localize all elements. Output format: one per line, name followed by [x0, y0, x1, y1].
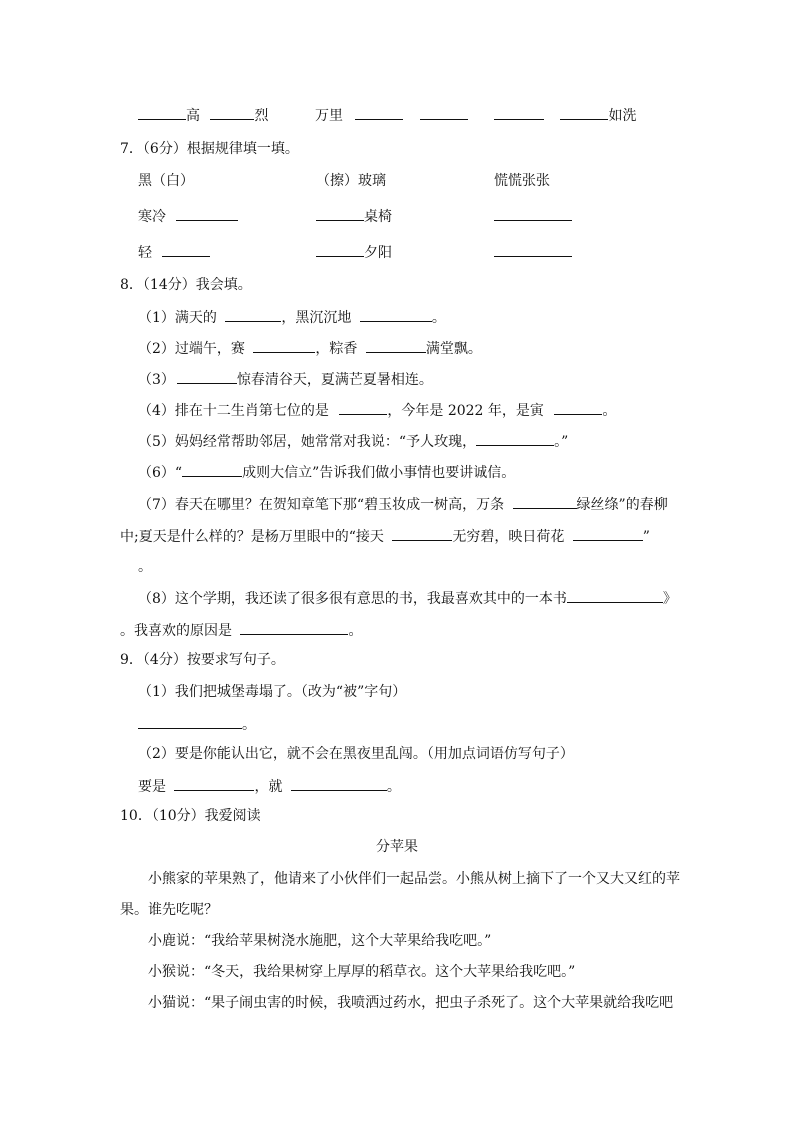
- q8-line: [120, 526, 650, 546]
- answer-blank[interactable]: [138, 105, 186, 120]
- q10-header: 10．（10分）我爱阅读: [120, 808, 261, 824]
- q7-item: [316, 242, 392, 262]
- text: 满堂飘。: [425, 341, 482, 357]
- q9-header: 9．（4分）按要求写句子。: [120, 652, 285, 668]
- answer-blank[interactable]: [573, 526, 643, 541]
- answer-blank[interactable]: [360, 307, 432, 322]
- passage-line: 小熊家的苹果熟了，他请来了小伙伴们一起品尝。小熊从树上摘下了一个又大又红的苹: [148, 871, 680, 887]
- q8-line: [138, 462, 515, 482]
- answer-blank[interactable]: [240, 620, 348, 635]
- word: 高: [186, 108, 200, 124]
- q8-line: 。: [138, 559, 152, 575]
- q8-line: [120, 620, 362, 640]
- word: 夕阳: [364, 245, 392, 261]
- q7-item: 黑（白）: [138, 173, 194, 189]
- passage-line: 小鹿说：“我给苹果树浇水施肥，这个大苹果给我吃吧。”: [148, 933, 492, 949]
- q7-item: [138, 242, 210, 262]
- passage-line: 小猫说：“果子闹虫害的时候，我喷洒过药水，把虫子杀死了。这个大苹果就给我吃吧: [148, 995, 674, 1011]
- text: ，今年是 2022 年，是寅: [387, 403, 544, 419]
- q8-line: [138, 588, 677, 608]
- q8-line: [138, 338, 482, 358]
- word: 万里: [315, 108, 343, 124]
- text: （3）: [138, 372, 175, 388]
- q7-item: （擦）玻璃: [316, 173, 386, 189]
- word: 轻: [138, 245, 152, 261]
- answer-blank[interactable]: [554, 400, 602, 415]
- q8-line: [138, 369, 433, 389]
- passage-line: 果。谁先吃呢？: [120, 902, 218, 918]
- answer-blank[interactable]: [494, 206, 572, 221]
- q9-line: [138, 714, 256, 734]
- q7-header: 7．（6分）根据规律填一填。: [120, 141, 299, 157]
- answer-blank[interactable]: [291, 776, 387, 791]
- text: （6）“: [138, 465, 183, 481]
- answer-blank[interactable]: [210, 105, 254, 120]
- passage-title: 分苹果: [376, 839, 418, 855]
- text: 绿丝绦”的春柳: [576, 497, 668, 513]
- text: ，就: [254, 779, 283, 795]
- answer-blank[interactable]: [513, 494, 577, 509]
- text: 。: [242, 717, 256, 733]
- q9-line: [138, 776, 401, 796]
- answer-blank[interactable]: [420, 105, 468, 120]
- text: 》: [662, 591, 677, 607]
- text: 要是: [138, 779, 166, 795]
- text: （2）过端午，赛: [138, 341, 245, 357]
- text: （8）这个学期，我还读了很多很有意思的书，我最喜欢其中的一本书: [138, 591, 567, 607]
- answer-blank[interactable]: [355, 105, 403, 120]
- text: 。: [386, 779, 401, 795]
- q6-row-c: [494, 105, 636, 125]
- text: 。我喜欢的原因是: [120, 623, 232, 639]
- q7-item: 慌慌张张: [494, 173, 550, 189]
- answer-blank[interactable]: [392, 526, 452, 541]
- answer-blank[interactable]: [316, 242, 364, 257]
- text: ，粽香: [315, 341, 358, 357]
- q7-item: [138, 206, 238, 226]
- answer-blank[interactable]: [253, 338, 315, 353]
- q8-line: [138, 307, 446, 327]
- text: 。”: [554, 434, 569, 450]
- text: ，黑沉沉地: [281, 310, 352, 326]
- word: 桌椅: [364, 209, 392, 225]
- text: 成则大信立”告诉我们做小事情也要讲诚信。: [242, 465, 516, 481]
- q8-header: 8．（14分）我会填。: [120, 277, 252, 293]
- word: 如洗: [608, 108, 637, 124]
- q8-line: [138, 494, 668, 514]
- text: 惊春清谷天，夏满芒夏暑相连。: [236, 372, 433, 388]
- text: 中;夏天是什么样的？是杨万里眼中的“接天: [120, 529, 384, 545]
- answer-blank[interactable]: [366, 338, 426, 353]
- answer-blank[interactable]: [177, 369, 237, 384]
- q7-item: [494, 242, 572, 262]
- q9-line: （1）我们把城堡毒塌了。（改为“被”字句）: [138, 684, 407, 700]
- q8-line: [138, 431, 568, 451]
- text: （5）妈妈经常帮助邻居，她常常对我说：“予人玫瑰，: [138, 434, 477, 450]
- answer-blank[interactable]: [316, 206, 364, 221]
- q7-item: [316, 206, 392, 226]
- q6-row: [138, 105, 268, 125]
- answer-blank[interactable]: [182, 462, 242, 477]
- answer-blank[interactable]: [138, 714, 242, 729]
- word: 寒冷: [138, 209, 166, 225]
- answer-blank[interactable]: [494, 105, 544, 120]
- text: 。: [431, 310, 446, 326]
- answer-blank[interactable]: [494, 242, 572, 257]
- text: （7）春天在哪里？在贺知章笔下那“碧玉妆成一树高，万条: [138, 497, 505, 513]
- answer-blank[interactable]: [476, 431, 554, 446]
- text: （1）满天的: [138, 310, 217, 326]
- text: （4）排在十二生肖第七位的是: [138, 403, 329, 419]
- word: 烈: [254, 108, 269, 124]
- answer-blank[interactable]: [560, 105, 608, 120]
- answer-blank[interactable]: [225, 307, 281, 322]
- q7-item: [494, 206, 572, 226]
- text: 无穷碧，映日荷花: [452, 529, 565, 545]
- text: 。: [602, 403, 617, 419]
- q8-line: [138, 400, 616, 420]
- text: ”: [642, 529, 650, 545]
- answer-blank[interactable]: [176, 206, 238, 221]
- q6-row-b: [315, 105, 468, 125]
- answer-blank[interactable]: [339, 400, 387, 415]
- answer-blank[interactable]: [174, 776, 254, 791]
- passage-line: 小猴说：“冬天，我给果树穿上厚厚的稻草衣。这个大苹果给我吃吧。”: [148, 964, 576, 980]
- answer-blank[interactable]: [567, 588, 663, 603]
- answer-blank[interactable]: [162, 242, 210, 257]
- q9-line: （2）要是你能认出它，就不会在黑夜里乱闯。（用加点词语仿写句子）: [138, 746, 574, 762]
- text: 。: [348, 623, 363, 639]
